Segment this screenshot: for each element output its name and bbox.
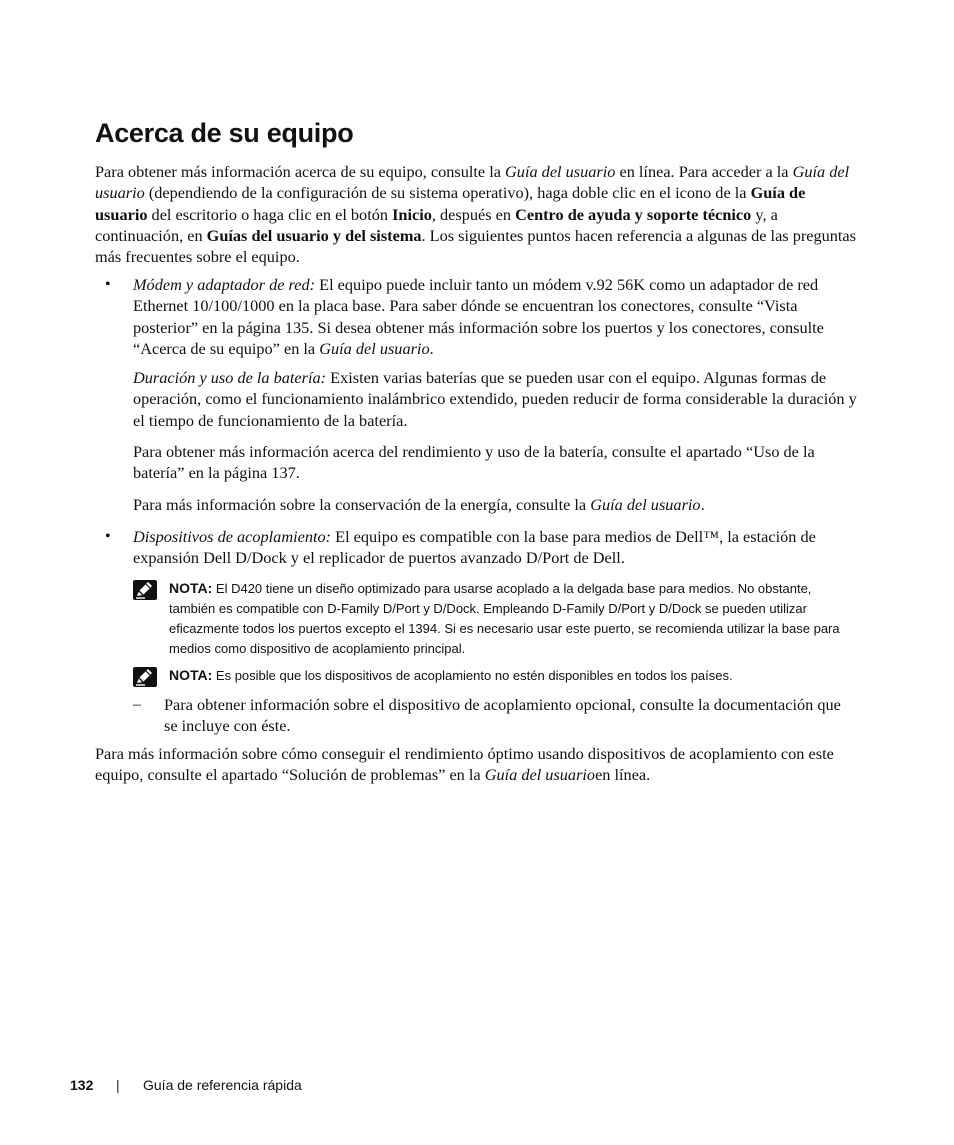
note-callout bbox=[133, 579, 858, 659]
battery-more-paragraph: Para obtener más información acerca del rendimiento y uso de la batería, consulte el apartado “Uso de la batería” en la página 137. bbox=[133, 442, 815, 483]
intro-text: del escritorio o haga clic en el botón bbox=[147, 204, 393, 224]
intro-text: en línea. Para acceder a la bbox=[615, 162, 793, 181]
note-body: El D420 tiene un diseño optimizado para usarse acoplado a la delgada base para medios. No obstante, también es compatible con D-Family D/Port y D/Dock. Empleando D-Family D/Port y D/Dock se pueden utilizar eficazmente todos los puertos excepto el 1394. Si es necesario usar este puerto, se recomienda utilizar la base para medios como dispositivo de acoplamiento principal. bbox=[169, 581, 840, 656]
bold-term: Centro de ayuda y soporte técnico bbox=[515, 204, 752, 224]
note-pencil-icon bbox=[133, 667, 157, 687]
bold-term: Inicio bbox=[392, 204, 432, 224]
note-text bbox=[169, 579, 858, 659]
intro-paragraph bbox=[95, 161, 857, 267]
list-item-docking bbox=[133, 526, 858, 569]
page-number: 132 bbox=[70, 1077, 94, 1093]
note-callout bbox=[133, 666, 858, 686]
energy-paragraph bbox=[133, 494, 858, 515]
user-guide-ref: Guía del usuario bbox=[590, 495, 701, 514]
intro-text: (dependiendo de la configuración de su sistema operativo), haga doble clic en el icono de la bbox=[144, 183, 751, 203]
user-guide-ref: Guía del usuario bbox=[95, 162, 850, 203]
note-body: Es posible que los dispositivos de acoplamiento no estén disponibles en todos los países. bbox=[212, 668, 733, 683]
item-text: . bbox=[700, 495, 705, 514]
item-term: Duración y uso de la batería: bbox=[133, 368, 327, 387]
bold-term: Guía de usuario bbox=[95, 183, 806, 224]
user-guide-ref: Guía del usuario bbox=[505, 162, 616, 181]
closing-text: en línea. bbox=[595, 765, 651, 785]
item-text: Para más información sobre la conservación de la energía, consulte la bbox=[133, 495, 591, 514]
closing-paragraph bbox=[95, 743, 857, 786]
item-text: Existen varias baterías que se pueden usar con el equipo. Algunas formas de operación, como el funcionamiento inalámbrico extendido, pueden reducir de forma considerable la duración y el tiempo de funcionamiento de la batería. bbox=[133, 368, 857, 430]
battery-paragraph bbox=[133, 367, 858, 431]
page-heading: Acerca de su equipo bbox=[95, 118, 354, 148]
note-label: NOTA: bbox=[169, 667, 213, 683]
bullet-marker: • bbox=[105, 528, 111, 545]
dash-item: Para obtener información sobre el dispositivo de acoplamiento opcional, consulte la documentación que se incluye con éste. bbox=[164, 695, 841, 736]
item-term: Módem y adaptador de red: bbox=[133, 275, 316, 294]
bold-term: Guías del usuario y del sistema bbox=[206, 225, 422, 245]
list-item-modem bbox=[133, 274, 858, 359]
footer-title: Guía de referencia rápida bbox=[143, 1077, 302, 1093]
intro-text: Para obtener más información acerca de su equipo, consulte la bbox=[95, 162, 506, 181]
item-text: . bbox=[429, 338, 434, 358]
note-label: NOTA: bbox=[169, 580, 213, 596]
note-pencil-icon bbox=[133, 580, 157, 600]
intro-text: y, a continuación, en bbox=[95, 204, 778, 245]
footer-separator: | bbox=[116, 1077, 120, 1093]
intro-text: , después en bbox=[431, 204, 516, 224]
item-text: El equipo es compatible con la base para medios de Dell™, la estación de expansión Dell D/Dock y el replicador de puertos avanzado D/Port de Dell. bbox=[133, 527, 816, 568]
closing-text: Para más información sobre cómo conseguir el rendimiento óptimo usando dispositivos de acoplamiento con este equipo, consulte el apartado “Solución de problemas” en la bbox=[95, 744, 834, 785]
intro-text: . Los siguientes puntos hacen referencia a algunas de las preguntas más frecuentes sobre el equipo. bbox=[95, 225, 856, 267]
user-guide-ref: Guía del usuario bbox=[319, 338, 430, 358]
item-text: El equipo puede incluir tanto un módem v.92 56K como un adaptador de red Ethernet 10/100/1000 en la placa base. Para saber dónde se encuentran los conectores, consulte “Vista posterior” en la página 135. Si desea obtener más información sobre los puertos y los conectores, consulte “Acerca de su equipo” en la bbox=[133, 275, 824, 358]
bullet-marker: • bbox=[105, 276, 111, 293]
dash-marker: – bbox=[133, 696, 141, 713]
item-term: Dispositivos de acoplamiento: bbox=[133, 527, 332, 546]
note-text bbox=[169, 666, 858, 686]
user-guide-ref: Guía del usuario bbox=[484, 765, 596, 785]
